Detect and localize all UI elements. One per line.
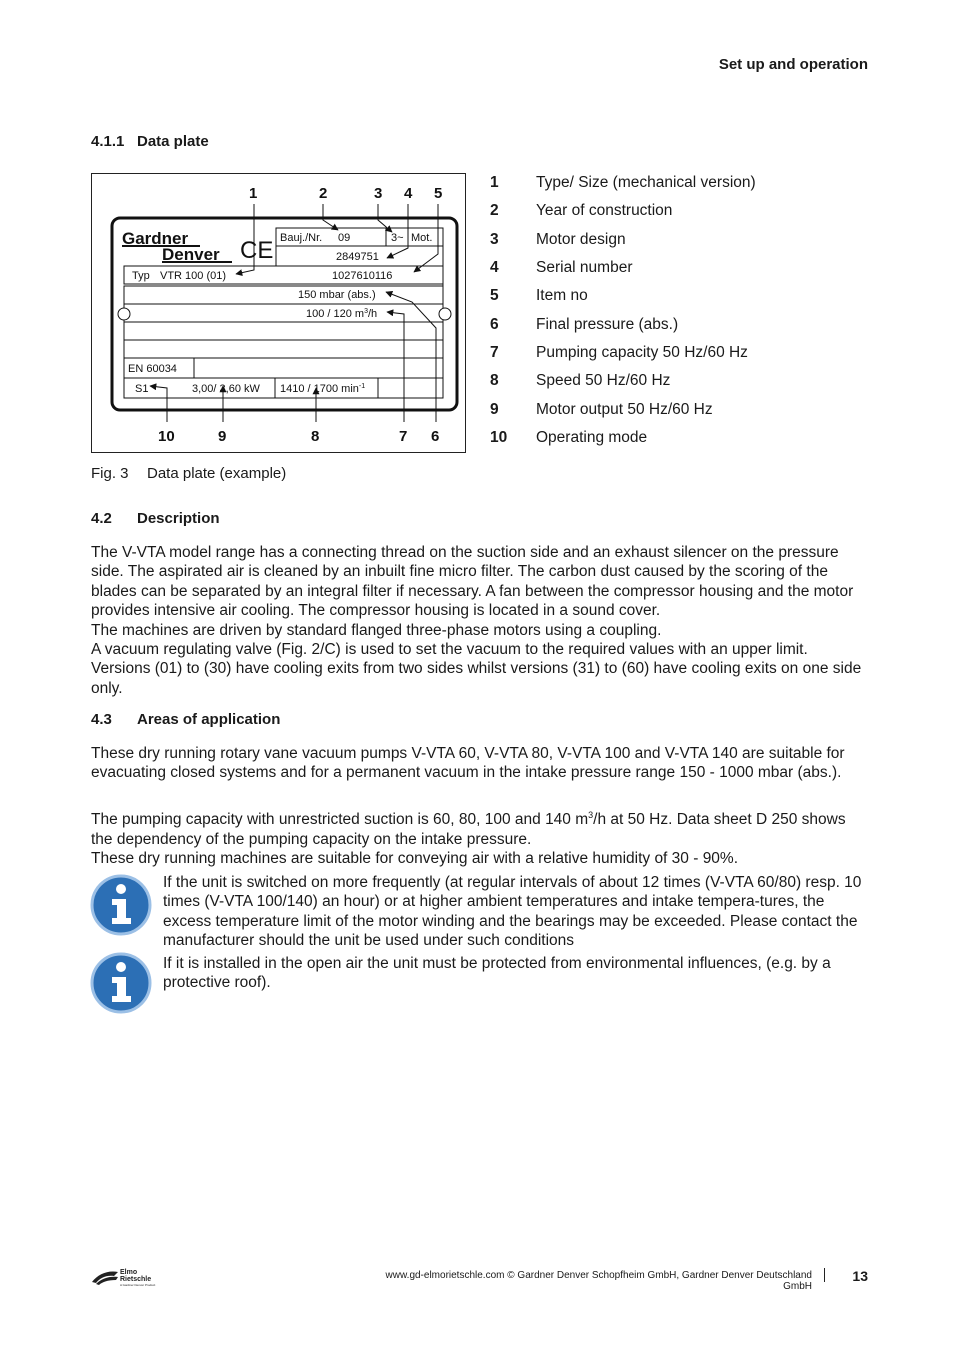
callout-5: 5 [434, 185, 443, 202]
power-value: 3,00/ 3,60 kW [192, 383, 260, 395]
legend-number: 2 [490, 202, 499, 220]
callout-3: 3 [374, 185, 383, 202]
legend-text: Motor design [536, 230, 626, 248]
bauj-label: Bauj./Nr. [280, 232, 323, 244]
legend-text: Speed 50 Hz/60 Hz [536, 372, 671, 390]
legend-text: Pumping capacity 50 Hz/60 Hz [536, 343, 748, 361]
application-para-1: These dry running rotary vane vacuum pumps V-VTA 60, V-VTA 80, V-VTA 100 and V-VTA 140 are suitable for evacuating closed systems and for a permanent vacuum in the intake pressure range 150 - 1000 mbar (abs.). [91, 745, 845, 782]
application-para-2: The pumping capacity with unrestricted suction is 60, 80, 100 and 140 $m^3/h$ at 50 Hz. Data sheet D 250 shows the dependency of the pumping capacity on the intake pressure. [91, 810, 846, 848]
legend-item [490, 254, 890, 282]
legend-item [490, 367, 890, 395]
application-para-3: These dry running machines are suitable for conveying air with a relative humidity of 30 - 90%. [91, 850, 739, 867]
item-no-value: 1027610116 [332, 270, 393, 282]
legend-item [490, 282, 890, 310]
info-icon [90, 874, 152, 936]
speed-value: 1410 / 1700 $\min^{-1}$ [280, 383, 366, 395]
section-title: Description [137, 510, 220, 527]
section-number: 4.1.1 [91, 133, 125, 150]
norm-value: EN 60034 [128, 363, 177, 375]
legend-number: 4 [490, 259, 499, 277]
callout-4: 4 [404, 185, 413, 202]
svg-text:Rietschle: Rietschle [120, 1276, 152, 1283]
legend-text: Serial number [536, 259, 633, 277]
ce-mark: CE [240, 237, 274, 264]
note-frequency: If the unit is switched on more frequently (at regular intervals of about 12 times (V-VTA 60/80) resp. 10 times (V-VTA 100/140) an hour) or at higher ambient temperatures and intake tempera-tures, the excess temperature limit of the motor winding and the bearings may be exceeded. Please contact the manufacturer should the unit be used under such conditions [163, 874, 862, 950]
legend-number: 3 [490, 230, 499, 248]
legend-text: Operating mode [536, 428, 648, 446]
legend-item [490, 197, 890, 225]
legend-text: Motor output 50 Hz/60 Hz [536, 400, 713, 418]
elmo-rietschle-logo [90, 1266, 170, 1288]
figure-caption [91, 465, 286, 482]
legend-item [490, 310, 890, 338]
legend-text: Year of construction [536, 202, 673, 220]
section-heading-description [91, 510, 220, 527]
type-value: VTR 100 (01) [160, 270, 227, 282]
legend-text: Final pressure (abs.) [536, 315, 679, 333]
legend-number: 6 [490, 315, 499, 333]
capacity-value: 100 / 120 $m^3/h$ [306, 308, 378, 320]
info-icon [90, 952, 152, 1014]
section-title: Areas of application [137, 711, 281, 728]
data-plate-legend [490, 169, 890, 452]
legend-item [490, 339, 890, 367]
running-header: Set up and operation [718, 56, 868, 73]
callout-7: 7 [399, 428, 408, 445]
legend-number: 1 [490, 174, 499, 192]
legend-number: 5 [490, 287, 499, 305]
figure-caption-text: Data plate (example) [147, 465, 287, 482]
section-title: Data plate [137, 133, 209, 150]
description-para-3: A vacuum regulating valve (Fig. 2/C) is used to set the vacuum to the required values with an upper limit. [91, 641, 808, 659]
type-label: Typ [132, 270, 150, 282]
description-para-1: The V-VTA model range has a connecting thread on the suction side and an exhaust silencer on the pressure side. The aspirated air is cleaned by an inbuilt fine micro filter. The carbon dust caused by the scoring of the blades can be separated by an integral filter if necessary. A fan between the compressor housing and the motor provides intensive air cooling. The compressor housing is located in a sound cover. [91, 544, 854, 620]
section-number: 4.3 [91, 711, 112, 728]
figure-label: Fig. 3 [91, 465, 129, 482]
data-plate-figure [91, 173, 466, 453]
note-open-air: If it is installed in the open air the unit must be protected from environmental influences, (e.g. by a protective roof). [163, 955, 831, 992]
brand-gardner: Gardner [122, 229, 189, 248]
legend-item [490, 226, 890, 254]
section-heading-data-plate [91, 133, 209, 150]
legend-text: Item no [536, 287, 588, 305]
motor-phase: 3~ [391, 232, 404, 244]
description-para-4: Versions (01) to (30) have cooling exits from two sides whilst versions (31) to (60) have cooling exits on one side only. [91, 660, 862, 697]
description-para-2: The machines are driven by standard flanged three-phase motors using a coupling. [91, 621, 662, 639]
description-body [91, 543, 871, 698]
legend-number: 9 [490, 400, 499, 418]
callout-10: 10 [158, 428, 175, 445]
callout-6: 6 [431, 428, 440, 445]
bauj-value: 09 [338, 232, 351, 244]
legend-text: Type/ Size (mechanical version) [536, 174, 756, 192]
final-pressure-value: 150 mbar (abs.) [298, 289, 376, 301]
data-plate-drawing [92, 174, 465, 452]
section-heading-application [91, 711, 280, 728]
legend-number: 8 [490, 372, 499, 390]
legend-item [490, 169, 890, 197]
legend-number: 10 [490, 428, 508, 446]
motor-label: Mot. [411, 232, 433, 244]
legend-item [490, 424, 890, 452]
legend-number: 7 [490, 343, 499, 361]
page-number: 13 [852, 1268, 868, 1284]
callout-8: 8 [311, 428, 320, 445]
callout-9: 9 [218, 428, 227, 445]
footer-divider [824, 1268, 825, 1282]
callout-1: 1 [249, 185, 258, 202]
footer-url[interactable]: www.gd-elmorietschle.com [385, 1270, 505, 1281]
footer-copyright: www.gd-elmorietschle.com © Gardner Denver Schopfheim GmbH, Gardner Denver Deutschland GmbH [385, 1270, 812, 1292]
mode-value: S1 [135, 383, 149, 395]
section-number: 4.2 [91, 510, 112, 527]
callout-2: 2 [319, 185, 328, 202]
serial-value: 2849751 [336, 251, 379, 263]
brand-denver: Denver [162, 245, 220, 264]
svg-text:Elmo: Elmo [120, 1269, 138, 1276]
svg-text:A Gardner Denver Product: A Gardner Denver Product [120, 1283, 156, 1287]
legend-item [490, 395, 890, 423]
